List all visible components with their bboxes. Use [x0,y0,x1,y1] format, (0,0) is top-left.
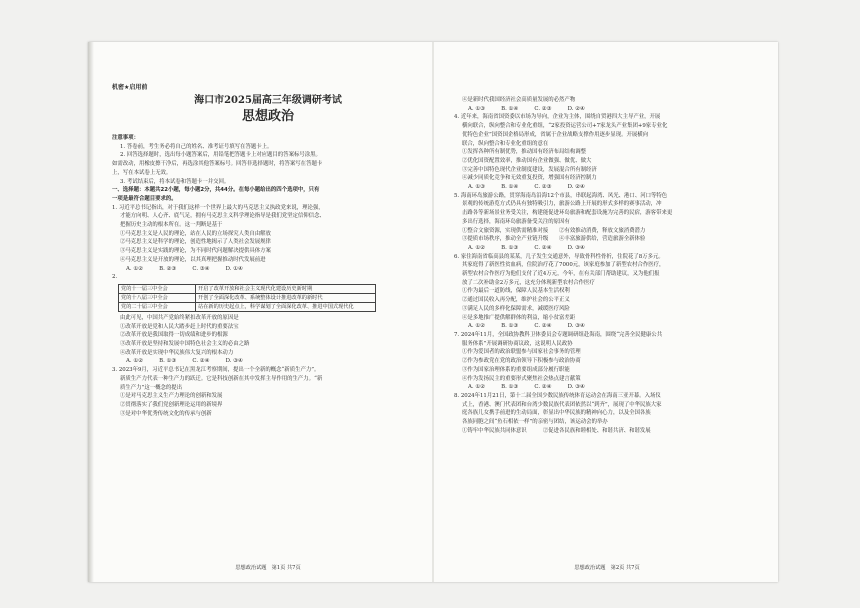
text-line: A. ①② B. ①③ C. ②④ D. ③④ [468,244,585,251]
text-line: 多出行选择，海南环岛旅游备受关注的原因有 [462,218,570,225]
page-fold-divider [432,42,434,582]
right-text-block [454,96,760,435]
text-line: ①整合文旅资源，实现供需精准对接 ②有效推动消费，释放文旅消费潜力 [462,227,646,234]
text-line: ②作为参政党在党的政治领导下积极参与政治协商 [462,358,581,365]
text-line: ②通过国民收入再分配，维护社会的公平正义 [462,297,570,304]
text-line: 上，写在本试卷上无效。 [112,169,172,176]
text-line: A. ①② B. ①③ C. ②④ D. ③④ [468,323,585,330]
text-line: ③改革开放是坚持和发展中国特色社会主义的必由之路 [120,341,250,348]
text-line: ④改革开放是实现中华民族伟大复兴的根本动力 [120,349,234,356]
exam-title: 海口市2025届高三年级调研考试 [194,95,342,106]
text-line: 新型农村合作医疗为他们支付了近4万元，今年，在有关部门帮助建议，又为他们报 [462,271,660,278]
text-line: A. ①② B. ①③ C. ②④ D. ③④ [468,384,585,391]
text-line: ③作为国家治理体系的重要组成部分履行职能 [462,366,570,373]
text-line: ④减少同质化竞争和无效重复投资，增强国有经济控制力 [462,175,597,182]
text-line: ①是对马克思主义生产力理论的创新和发展 [120,393,223,400]
text-line: 击路各等新场景业务受关注，构建能促进环岛旅游和配套设施为完善的民宿，游客带来更 [462,210,673,217]
text-line: ③完善中国特色现代企业制度建设，发展混合所有制经济 [462,166,597,173]
left-content [112,134,424,418]
text-line: 1. 习近平总书记指出，对于我们这样一个世界上最大的马克思主义执政党来说，理论强， [112,204,324,211]
text-line: ②马克思主义是科学的理论，创造性地揭示了人类社会发展规律 [120,239,271,246]
text-line: 放了二次补助金2万多元，这充分体现新型农村合作医疗 [462,279,595,286]
text-line: ①马克思主义是人民的理论，站在人民的立场探究人类自由解放 [120,230,271,237]
text-line: 其家庭得了新医性贫血病，住院治疗花了7000元，该家庭参加了新型农村合作医疗， [462,262,665,269]
text-line: 优特色企业”国资国企格局形成，省属于企业战略支撑作用逐步显现。开展横向 [462,131,649,138]
text-line: 服务体系”开展调研协商议政，这说明人民政协 [462,340,573,347]
text-line: 2. 回答选择题时，选出每小题答案后，用铅笔把答题卡上对应题目的答案标号涂黑。 [120,152,321,159]
text-line: ③满足人民的多样化保障需求，减缓医疗风险 [462,305,570,312]
table-cell-session: 党的二十届三中全会 [119,302,196,311]
table-row [119,302,376,311]
table-cell-session: 党的十一届三中全会 [119,284,196,293]
text-line: A. ①③ B. ①④ C. ②③ D. ②④ [468,105,585,112]
text-line: 7. 2024年11月，全国政协教科卫体委员会专题调研组赴海南，围绕“完善全民健康公共 [454,331,663,338]
right-page [454,42,760,582]
text-line: 联合，纵向整合和专业化重组的意在 [462,140,549,147]
text-line: 庭各族儿女携手前进的生动局面，彰显出中华民族的精神向心力，以及全国各族 [462,410,651,417]
q2-table [118,284,376,312]
right-content [454,96,760,435]
left-text-block [112,134,424,273]
text-line: 6. 家住海南省临高县的某某，几子发生交通意外，导致骨科性骨折，住院花了8万多元。 [454,253,664,260]
text-line: ①改革开放是党和人民大踏步赶上时代的重要法宝 [120,323,239,330]
text-line: ①发挥各种所有制优势，推动国有经济布局结构调整 [462,149,586,156]
table-row [119,284,376,293]
q2-number: 2. [112,274,118,281]
text-line: ①作为爱国者的政治联盟参与国家社会事务的管理 [462,349,581,356]
text-line: A. ①② B. ②③ C. ③④ D. ①④ [126,265,243,272]
text-line: ②优化国资配置效率，推动国有企业做强、做优、做大 [462,157,592,164]
text-line: ②贯彻落实了我们党创新理论运用的新境界 [120,401,223,408]
text-line: 质生产力”这一概念的提出 [120,384,183,391]
sheet-edge-shadow [88,42,94,582]
text-line: 4. 近年来，海南省国资委以市场为导向，企业为主体，围绕自贸港四大主导产业，开展 [454,114,661,121]
text-line: ④作为发扬民主的重要形式聚焦社会热点建言献策 [462,375,581,382]
text-line: 3. 考试结束后，将本试卷和答题卡一并交回。 [120,178,230,185]
table-cell-description: 开创了全面深化改革、系统整体设计推进改革的新时代 [196,293,376,302]
text-line: ④是新时代我国经济社会高质量发展的必然产物 [462,97,576,103]
text-line: ②改革开放是我国取得一切成绩和进步的根源 [120,332,228,339]
text-line: A. ①③ B. ①④ C. ②③ D. ②④ [468,184,585,191]
text-line: ①铸牢中华民族共同体意识 ②促进各民族和睦相处、和谐共济、和谐发展 [462,427,651,434]
text-line: ①作为最后一道防线，保障人民基本生活权利 [462,288,570,295]
text-line: 3. 2023年9月，习近平总书记在黑龙江考察期间，提出一个全新的概念“新质生产力”。 [112,367,320,374]
text-line: ③马克思主义是实践的理论，为不同时代问题解决提供具体方案 [120,248,271,255]
table-row [119,293,376,302]
text-line: 如需改动，用橡皮擦干净后，再选涂其他答案标号。回答非选择题时，将答案写在答题卡 [112,161,323,168]
text-line: ④马克思主义是开放的理论，以其真理把握推动时代发展前进 [120,256,266,263]
text-line: 景观的传统游览方式仍具有独特吸引力，旅游公路上开展的形式多样的赛事活动，冲 [462,201,662,208]
left-page-footer: 思想政治试题 第1页 共7页 [235,565,301,571]
text-line: 注意事项： [112,135,139,141]
text-line: ③是对中华优秀传统文化的传承与创新 [120,410,212,417]
table-cell-description: 站在新的历史起点上，科学谋划了全面深化改革、推进中国式现代化 [196,302,376,311]
left-page [112,42,424,582]
text-line: ③提质市场秩序，推动全产业链升级 ④丰富旅游供给，营造旅游全新体验 [462,236,646,243]
text-line: 一、选择题：本题共22小题，每小题2分，共44分。在每小题给出的四个选项中，只有 [112,187,320,194]
text-line: 各族同胞之间“鱼石相依一样”的亲密与团结，该运动会的举办 [462,419,608,426]
text-line: 8. 2024年11月21日，第十二届全国少数民族传统体育运动会在海南三亚开幕。入场仪 [454,392,661,399]
text-line: ④是多地推广提供解群体的利益，缩小贫富差距 [462,314,576,321]
subject-title: 思想政治 [241,109,294,124]
secret-label: 机密★启用前 [112,84,148,91]
table-cell-session: 党的十八届三中全会 [119,293,196,302]
text-line: 1. 答卷前，考生务必将自己的姓名、准考证号填写在答题卡上。 [120,143,273,150]
right-page-footer: 思想政治试题 第2页 共7页 [574,565,640,571]
text-line: 一项是最符合题目要求的。 [112,195,177,202]
text-line: 才能方向明、人心齐、底气足，拥有马克思主义科学理论指导是我们党坚定信仰信念、 [120,213,325,220]
text-line: 横向联合，纵向整合和专业化重组，“2家投资运营公司+7家龙头产业集团+9家专业化 [462,123,668,130]
exam-sheet [88,42,778,582]
left-text-block-2 [112,314,424,418]
text-line: 式上，香港、澳门代表团和台湾少数民族代表团依然以“到齐”，展现了中华民族大家 [462,401,662,408]
text-line: A. ①② B. ①③ C. ②④ D. ③④ [126,358,243,365]
text-line: 新质生产力代表一种生产力的跃迁。它是科技创新在其中发挥主导作用的生产力。“新 [120,375,323,382]
text-line: 5. 海南环岛旅游公路，贯穿海南岛沿海12个市县，串联起海湾、风光、港口、河口等特色 [454,192,668,199]
table-cell-description: 开启了改革开放和社会主义现代化建设历史新时期 [196,284,376,293]
text-line: 由此可见，中国共产党始终紧扣改革开放的原因是 [120,314,239,321]
text-line: 把握历史主动的根本所在。这一判断是基于 [120,222,223,229]
